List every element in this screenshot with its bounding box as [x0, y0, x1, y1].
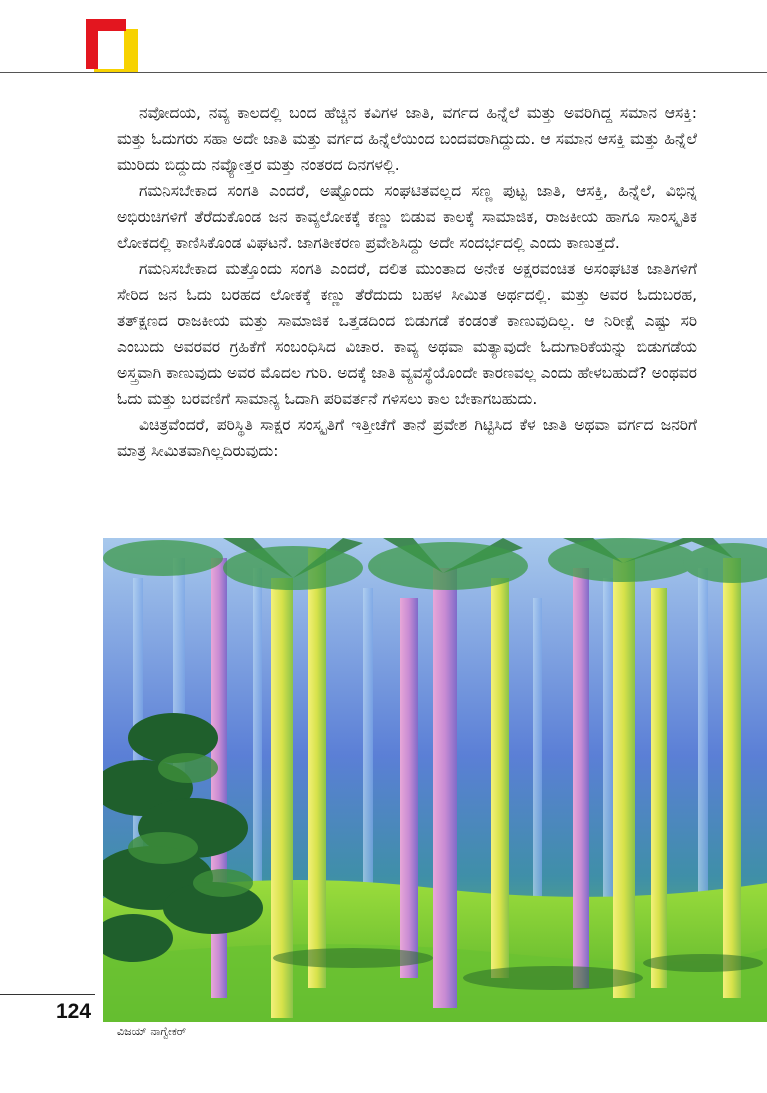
- forest-painting-art: [103, 538, 767, 1022]
- forest-painting: [103, 538, 767, 1022]
- logo-inner: [98, 31, 124, 69]
- paragraph: ಗಮನಿಸಬೇಕಾದ ಮತ್ತೊಂದು ಸಂಗತಿ ಎಂದರೆ, ದಲಿತ ಮುಂತಾದ ಅನೇಕ ಅಕ್ಷರವಂಚಿತ ಅಸಂಘಟಿತ ಜಾತಿಗಳಿಗೆ ಸೇರಿದ ಜನ ಓದು ಬರಹದ ಲೋಕಕ್ಕೆ ಕಣ್ಣು ತೆರೆದುದು ಬಹಳ ಸೀಮಿತ ಅರ್ಥದಲ್ಲಿ. ಮತ್ತು ಅವರ ಓದುಬರಹ, ತತ್‌ಕ್ಷಣದ ರಾಜಕೀಯ ಮತ್ತು ಸಾಮಾಜಿಕ ಒತ್ತಡದಿಂದ ಬಿಡುಗಡೆ ಕಂಡಂತೆ ಕಾಣುವುದಿಲ್ಲ. ಆ ನಿರೀಕ್ಷೆ ಎಷ್ಟು ಸರಿ ಎಂಬುದು ಅವರವರ ಗ್ರಹಿಕೆಗೆ ಸಂಬಂಧಿಸಿದ ವಿಚಾರ. ಕಾವ್ಯ ಅಥವಾ ಮತ್ಯಾವುದೇ ಓದುಗಾರಿಕೆಯನ್ನು ಬಿಡುಗಡೆಯ ಅಸ್ತ್ರವಾಗಿ ಕಾಣುವುದು ಅವರ ಮೊದಲ ಗುರಿ. ಅದಕ್ಕೆ ಜಾತಿ ವ್ಯವಸ್ಥೆಯೊಂದೇ ಕಾರಣವಲ್ಲ ಎಂದು ಹೇಳಬಹುದೆ? ಅಂಥವರ ಓದು ಮತ್ತು ಬರವಣಿಗೆ ಸಾಮಾನ್ಯ ಓದಾಗಿ ಪರಿವರ್ತನೆ ಗಳಿಸಲು ಕಾಲ ಬೇಕಾಗಬಹುದು.: [117, 260, 697, 408]
- paragraph: ವಿಚಿತ್ರವೆಂದರೆ, ಪರಿಸ್ಥಿತಿ ಸಾಕ್ಷರ ಸಂಸ್ಕೃತಿಗೆ ಇತ್ತೀಚೆಗೆ ತಾನೆ ಪ್ರವೇಶ ಗಿಟ್ಟಿಸಿದ ಕೆಳ ಜಾತಿ ಅಥವಾ ವರ್ಗದ ಜನರಿಗೆ ಮಾತ್ರ ಸೀಮಿತವಾಗಿಲ್ಲದಿರುವುದು:: [117, 416, 697, 460]
- section-logo: [86, 19, 138, 73]
- header-rule: [0, 72, 767, 73]
- paragraph: ನವೋದಯ, ನವ್ಯ ಕಾಲದಲ್ಲಿ ಬಂದ ಹೆಚ್ಚಿನ ಕವಿಗಳ ಜಾತಿ, ವರ್ಗದ ಹಿನ್ನೆಲೆ ಮತ್ತು ಅವರಿಗಿದ್ದ ಸಮಾನ ಆಸಕ್ತಿ: ಮತ್ತು ಓದುಗರು ಸಹಾ ಅದೇ ಜಾತಿ ಮತ್ತು ವರ್ಗದ ಹಿನ್ನೆಲೆಯಿಂದ ಬಂದವರಾಗಿದ್ದುದು. ಆ ಸಮಾನ ಆಸಕ್ತಿ ಮತ್ತು ಹಿನ್ನೆಲೆ ಮುರಿದು ಬಿದ್ದುದು ನವ್ಯೋತ್ತರ ಮತ್ತು ನಂತರದ ದಿನಗಳಲ್ಲಿ.: [117, 104, 697, 174]
- article-body: [117, 100, 697, 464]
- page-number-rule: [0, 994, 95, 995]
- logo-red-bar-left: [86, 19, 98, 69]
- paragraph: ಗಮನಿಸಬೇಕಾದ ಸಂಗತಿ ಎಂದರೆ, ಅಷ್ಟೊಂದು ಸಂಘಟಿತವಲ್ಲದ ಸಣ್ಣ ಪುಟ್ಟ ಜಾತಿ, ಆಸಕ್ತಿ, ಹಿನ್ನೆಲೆ, ವಿಭಿನ್ನ ಅಭಿರುಚಿಗಳಿಗೆ ತೆರೆದುಕೊಂಡ ಜನ ಕಾವ್ಯಲೋಕಕ್ಕೆ ಕಣ್ಣು ಬಿಡುವ ಕಾಲಕ್ಕೆ ಸಾಮಾಜಿಕ, ರಾಜಕೀಯ ಹಾಗೂ ಸಾಂಸ್ಕೃತಿಕ ಲೋಕದಲ್ಲಿ ಕಾಣಿಸಿಕೊಂಡ ವಿಘಟನೆ. ಜಾಗತೀಕರಣ ಪ್ರವೇಶಿಸಿದ್ದು ಅದೇ ಸಂದರ್ಭದಲ್ಲಿ ಎಂದು ಕಾಣುತ್ತದೆ.: [117, 182, 697, 252]
- page-number: 124: [56, 1000, 92, 1023]
- image-caption: ವಿಜಯ್ ನಾಗ್ವೇಕರ್: [117, 1025, 187, 1038]
